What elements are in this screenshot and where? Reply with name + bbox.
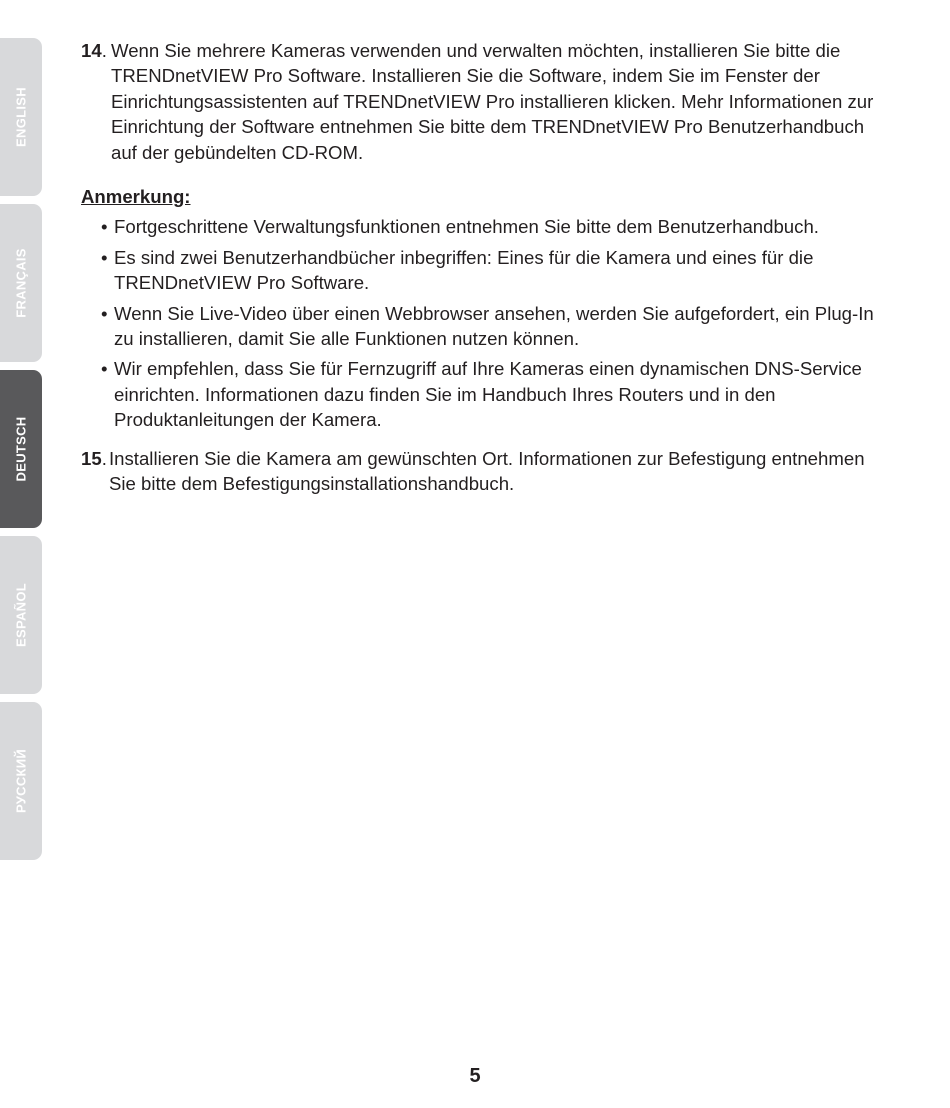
- step-14: [81, 38, 881, 165]
- bullet: •: [101, 216, 108, 238]
- step-text: Installieren Sie die Kamera am gewünschten Ort. Informationen zur Befestigung entnehmen Sie bitte dem Befestigungsinstallationshandbuch.: [109, 447, 865, 495]
- tab-francais[interactable]: [0, 204, 42, 362]
- step-number: 14.: [81, 40, 107, 61]
- tab-russian[interactable]: [0, 702, 42, 860]
- tab-label: ENGLISH: [13, 87, 29, 147]
- tab-label: FRANÇAIS: [13, 248, 29, 318]
- list-item: • Es sind zwei Benutzerhandbücher inbegriffen: Eines für die Kamera und eines für die TRENDnetVIEW Pro Software.: [101, 246, 814, 294]
- tab-label: DEUTSCH: [13, 416, 29, 482]
- tab-label: ESPAÑOL: [13, 583, 29, 647]
- list-item: • Wenn Sie Live-Video über einen Webbrowser ansehen, werden Sie aufgefordert, ein Plug-In zu installieren, damit Sie alle Funktionen nutzen können.: [101, 302, 874, 350]
- page-number: 5: [469, 1065, 481, 1087]
- bullet: •: [101, 246, 108, 268]
- bullet: •: [101, 358, 108, 380]
- step-text: Wenn Sie mehrere Kameras verwenden und verwalten möchten, installieren Sie bitte die TRENDnetVIEW Pro Software. Installieren Sie die Software, indem Sie im Fenster der Einrichtungsassistenten auf TRENDnetVIEW Pro installieren klicken. Mehr Informationen zur Einrichtung der Software entnehmen Sie bitte dem TRENDnetVIEW Pro Benutzerhandbuch auf der gebündelten CD-ROM.: [111, 40, 874, 163]
- note-list: [81, 214, 881, 432]
- tab-deutsch[interactable]: [0, 370, 42, 528]
- tab-label: РУССКИЙ: [13, 748, 29, 814]
- step-number: 15.: [81, 447, 107, 469]
- language-tab-bar: [0, 0, 42, 1108]
- note-heading: Anmerkung:: [81, 186, 191, 208]
- list-item: • Wir empfehlen, dass Sie für Fernzugriff auf Ihre Kameras einen dynamischen DNS-Service einrichten. Informationen dazu finden Sie im Handbuch Ihres Routers und in den Produktanleitungen der Kamera.: [101, 358, 862, 431]
- tab-espanol[interactable]: [0, 536, 42, 694]
- tab-english[interactable]: [0, 38, 42, 196]
- step-15: [81, 446, 881, 497]
- list-item: • Fortgeschrittene Verwaltungsfunktionen entnehmen Sie bitte dem Benutzerhandbuch.: [81, 214, 881, 239]
- page-content: [81, 38, 881, 497]
- bullet: •: [101, 302, 108, 324]
